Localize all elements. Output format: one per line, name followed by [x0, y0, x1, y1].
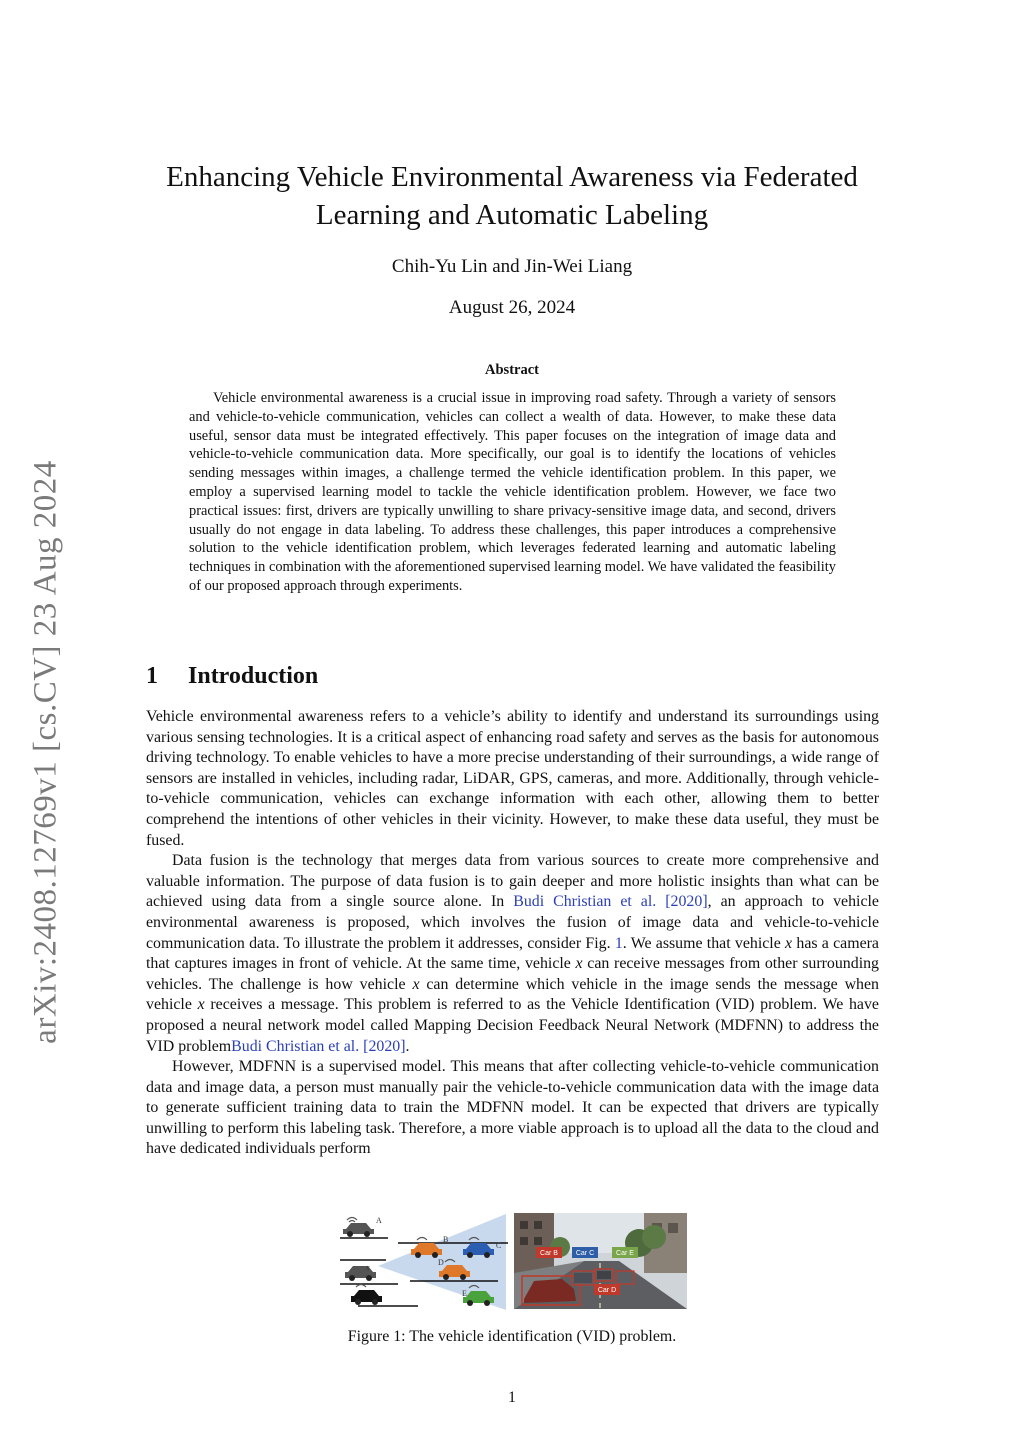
introduction-body	[146, 707, 879, 1160]
authors: Chih-Yu Lin and Jin-Wei Liang	[391, 256, 633, 277]
paragraph-3: However, MDFNN is a supervised model. This means that after collecting vehicle-to-vehicle communication data and image data, a person must manually pair the vehicle-to-vehicle communication data with the image data to generate sufficient training data to train the MDFNN model. It can be expected that drivers are typically unwilling to perform this labeling task. Therefore, a more viable approach is to upload all the data to the cloud and have dedicated individuals perform	[146, 1058, 879, 1158]
arxiv-id-text: arXiv:2408.12769v1 [cs.CV] 23 Aug 2024	[27, 460, 64, 1044]
diagram-label: D	[438, 1258, 444, 1267]
figure-ref-link[interactable]: 1	[614, 934, 623, 952]
section-title: Introduction	[188, 663, 319, 689]
section-heading	[146, 663, 318, 690]
figure-1	[338, 1210, 688, 1312]
figure-caption: Figure 1: The vehicle identification (VID) problem.	[347, 1328, 677, 1345]
citation-link[interactable]: Budi Christian et al. [2020]	[513, 893, 708, 911]
title-line-2: Learning and Automatic Labeling	[315, 199, 709, 231]
diagram-label: C	[496, 1241, 502, 1250]
photo-label: Car C	[575, 1250, 595, 1257]
diagram-label: E	[462, 1289, 467, 1298]
section-number: 1	[146, 663, 158, 689]
street-photo	[514, 1213, 687, 1309]
diagram-label: A	[376, 1216, 382, 1225]
car-x-icon	[345, 1266, 376, 1281]
photo-label: Car E	[616, 1250, 634, 1257]
date: August 26, 2024	[448, 297, 576, 318]
car-f-icon	[351, 1290, 382, 1305]
diagram-label: B	[443, 1235, 449, 1244]
title-line-1: Enhancing Vehicle Environmental Awareness via Federated	[166, 161, 858, 193]
citation-link[interactable]: Budi Christian et al. [2020]	[231, 1037, 406, 1055]
paragraph-2: Data fusion is the technology that merges data from various sources to create more comprehensive and valuable information. The purpose of data fusion is to gain deeper and more holistic insights than what can be achieved using data from a single source alone. In Budi Christian et al. [2020], an approach to vehicle environmental awareness is proposed, which involves the fusion of image data and vehicle-to-vehicle communication data. To illustrate the problem it addresses, consider Fig. 1. We assume that vehicle x has a camera that captures images in front of vehicle. At the same time, vehicle x can receive messages from other surrounding vehicles. The challenge is how vehicle x can determine which vehicle in the image sends the message when vehicle x receives a message. This problem is referred to as the Vehicle Identification (VID) problem. We have proposed a neural network model called Mapping Decision Feedback Neural Network (MDFNN) to address the VID problemBudi Christian et al. [2020].	[146, 852, 880, 1055]
abstract-heading: Abstract	[485, 362, 539, 378]
diagram-label: x	[366, 1263, 370, 1272]
vid-diagram	[338, 1210, 510, 1312]
abstract-body: Vehicle environmental awareness is a crucial issue in improving road safety. Through a variety of sensors and vehicle-to-vehicle communication, vehicles can collect a wealth of data. However, to make these data useful, sensor data must be integrated effectively. This paper focuses on the integration of image data and vehicle-to-vehicle communication data. More specifically, our goal is to identify the locations of vehicles sending messages within images, a challenge termed the vehicle identification problem. In this paper, we employ a supervised learning model to tackle the vehicle identification problem. However, we face two practical issues: first, drivers are typically unwilling to share privacy-sensitive image data, and second, drivers usually do not engage in data labeling. To address these challenges, this paper introduces a comprehensive solution to the vehicle identification problem, which leverages federated learning and automatic labeling techniques in combination with the aforementioned supervised learning model. We have validated the feasibility of our proposed approach through experiments.	[189, 390, 836, 594]
page-number: 1	[508, 1389, 516, 1406]
photo-label: Car D	[597, 1287, 617, 1294]
paragraph-1: Vehicle environmental awareness refers to a vehicle’s ability to identify and understand its surroundings using various sensing technologies. It is a critical aspect of enhancing road safety and serves as the basis for autonomous driving technology. To enable vehicles to have a more precise understanding of their surroundings, a wide range of sensors are installed in vehicles, including radar, LiDAR, GPS, cameras, and more. Additionally, through vehicle-to-vehicle communication, vehicles can exchange information with each other, allowing them to better comprehend the intentions of other vehicles in their vicinity. However, to make these data useful, they must be fused.	[146, 708, 879, 849]
arxiv-identifier	[14, 442, 78, 1062]
car-a-icon	[343, 1223, 374, 1237]
photo-label: Car B	[540, 1250, 558, 1257]
paper-title	[140, 158, 884, 234]
